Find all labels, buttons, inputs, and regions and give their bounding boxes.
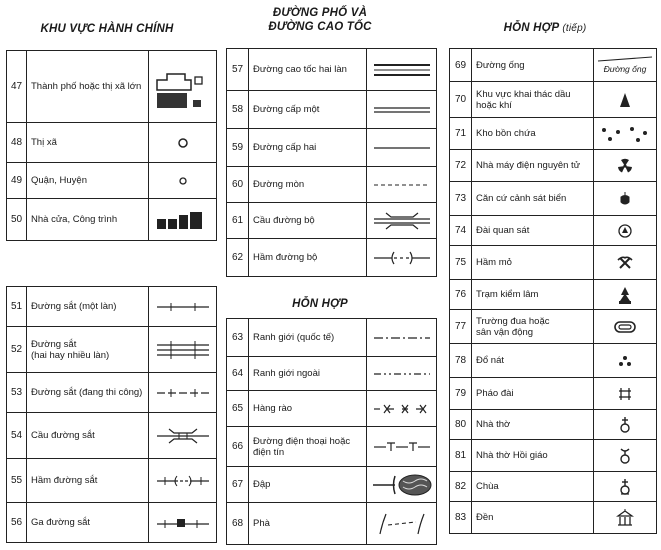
oil-gas-field-icon	[594, 82, 657, 118]
row-label: Chùa	[472, 472, 594, 502]
row-label: Đường cao tốc hai làn	[249, 49, 367, 91]
row-number: 62	[227, 239, 249, 277]
ruins-icon	[594, 344, 657, 378]
row-number: 59	[227, 129, 249, 167]
row-label: Đường sắt (một làn)	[27, 287, 149, 327]
ranger-station-icon	[594, 280, 657, 310]
legend-row	[450, 502, 657, 534]
row-label: Quận, Huyện	[27, 163, 149, 199]
mixed-cont-table	[449, 48, 657, 534]
pipeline-icon	[594, 49, 657, 82]
row-number: 55	[7, 459, 27, 503]
fort-icon	[594, 378, 657, 410]
road-class-one-icon	[367, 91, 437, 129]
row-label: Thị xã	[27, 123, 149, 163]
row-label: Đường cấp hai	[249, 129, 367, 167]
mixed-table	[226, 318, 437, 545]
row-number: 68	[227, 503, 249, 545]
mine-icon	[594, 246, 657, 280]
administrative-table	[6, 50, 217, 241]
row-label: Thành phố hoặc thị xã lớn	[27, 51, 149, 123]
buildings-icon	[149, 199, 217, 241]
row-number: 73	[450, 182, 472, 216]
railway-tunnel-icon	[149, 459, 217, 503]
town-circle-icon	[149, 123, 217, 163]
row-number: 77	[450, 310, 472, 344]
legend-row	[227, 391, 437, 427]
heading-mixed-cont-main: HỖN HỢP	[503, 22, 559, 34]
legend-row	[227, 129, 437, 167]
ferry-icon	[367, 503, 437, 545]
road-bridge-icon	[367, 203, 437, 239]
legend-row	[450, 82, 657, 118]
row-label: Đường sắt (đang thi công)	[27, 373, 149, 413]
outer-boundary-icon	[367, 357, 437, 391]
row-number: 72	[450, 150, 472, 182]
international-boundary-icon	[367, 319, 437, 357]
row-label: Cầu đường sắt	[27, 413, 149, 459]
row-label: Đập	[249, 467, 367, 503]
row-number: 51	[7, 287, 27, 327]
row-label: Cầu đường bộ	[249, 203, 367, 239]
row-number: 71	[450, 118, 472, 150]
railway-bridge-icon	[149, 413, 217, 459]
row-number: 75	[450, 246, 472, 280]
row-label: Ga đường sắt	[27, 503, 149, 543]
fence-icon	[367, 391, 437, 427]
row-label: Đài quan sát	[472, 216, 594, 246]
legend-row	[227, 239, 437, 277]
row-number: 52	[7, 327, 27, 373]
legend-row	[227, 467, 437, 503]
roads-table	[226, 48, 437, 277]
legend-row	[450, 182, 657, 216]
church-icon	[594, 410, 657, 440]
row-label: Đền	[472, 502, 594, 534]
row-label: Khu vực khai thác dầu hoặc khí	[472, 82, 594, 118]
row-label: Ranh giới (quốc tế)	[249, 319, 367, 357]
legend-row	[450, 344, 657, 378]
city-large-icon	[149, 51, 217, 123]
row-label: Đường mòn	[249, 167, 367, 203]
row-label: Phà	[249, 503, 367, 545]
legend-row	[227, 203, 437, 239]
row-label: Nhà cửa, Công trình	[27, 199, 149, 241]
row-label: Hầm mỏ	[472, 246, 594, 280]
legend-row	[227, 427, 437, 467]
legend-row	[450, 310, 657, 344]
row-number: 57	[227, 49, 249, 91]
railway-multi-icon	[149, 327, 217, 373]
row-label: Đường sắt (hai hay nhiều làn)	[27, 327, 149, 373]
row-number: 81	[450, 440, 472, 472]
row-number: 64	[227, 357, 249, 391]
row-number: 53	[7, 373, 27, 413]
heading-administrative: KHU VỰC HÀNH CHÍNH	[40, 23, 174, 35]
heading-mixed: HỖN HỢP	[292, 298, 348, 310]
railway-construction-icon	[149, 373, 217, 413]
heading-roads	[240, 6, 400, 34]
row-number: 76	[450, 280, 472, 310]
row-label: Kho bồn chứa	[472, 118, 594, 150]
railway-station-icon	[149, 503, 217, 543]
row-number: 66	[227, 427, 249, 467]
legend-row	[450, 280, 657, 310]
coast-guard-icon	[594, 182, 657, 216]
telephone-line-icon	[367, 427, 437, 467]
legend-row	[7, 459, 217, 503]
row-label: Nhà máy điện nguyên tử	[472, 150, 594, 182]
row-label: Căn cứ cảnh sát biển	[472, 182, 594, 216]
district-circle-icon	[149, 163, 217, 199]
legend-row	[7, 123, 217, 163]
row-label: Ranh giới ngoài	[249, 357, 367, 391]
row-number: 70	[450, 82, 472, 118]
row-number: 47	[7, 51, 27, 123]
legend-row	[227, 357, 437, 391]
railways-table	[6, 286, 217, 543]
row-label: Nhà thờ	[472, 410, 594, 440]
row-number: 61	[227, 203, 249, 239]
legend-row	[450, 49, 657, 82]
mosque-icon	[594, 440, 657, 472]
row-number: 48	[7, 123, 27, 163]
legend-row	[7, 287, 217, 327]
storage-tanks-icon	[594, 118, 657, 150]
row-number: 69	[450, 49, 472, 82]
legend-row	[450, 150, 657, 182]
legend-row	[7, 413, 217, 459]
row-label: Đường cấp một	[249, 91, 367, 129]
legend-row	[450, 440, 657, 472]
row-label: Đường ống	[472, 49, 594, 82]
row-number: 49	[7, 163, 27, 199]
row-number: 63	[227, 319, 249, 357]
row-number: 80	[450, 410, 472, 440]
dam-icon	[367, 467, 437, 503]
pipeline-note: Đường ống	[603, 64, 647, 74]
row-label: Trạm kiểm lâm	[472, 280, 594, 310]
row-number: 67	[227, 467, 249, 503]
row-number: 65	[227, 391, 249, 427]
legend-row	[227, 319, 437, 357]
pagoda-icon	[594, 472, 657, 502]
row-number: 82	[450, 472, 472, 502]
row-number: 58	[227, 91, 249, 129]
legend-row	[450, 378, 657, 410]
heading-mixed-cont-suffix: (tiếp)	[562, 23, 587, 34]
legend-row	[7, 199, 217, 241]
legend-row	[7, 373, 217, 413]
row-label: Pháo đài	[472, 378, 594, 410]
heading-mixed-cont	[470, 21, 620, 36]
legend-row	[227, 91, 437, 129]
row-number: 74	[450, 216, 472, 246]
nuclear-plant-icon	[594, 150, 657, 182]
row-number: 60	[227, 167, 249, 203]
heading-roads-line2: ĐƯỜNG CAO TỐC	[268, 21, 372, 33]
row-label: Trường đua hoặc sân vận động	[472, 310, 594, 344]
row-label: Đường điện thoại hoặc điện tín	[249, 427, 367, 467]
trail-icon	[367, 167, 437, 203]
temple-icon	[594, 502, 657, 534]
row-label: Hầm đường sắt	[27, 459, 149, 503]
legend-row	[450, 118, 657, 150]
legend-row	[450, 472, 657, 502]
railway-single-icon	[149, 287, 217, 327]
row-label: Nhà thờ Hồi giáo	[472, 440, 594, 472]
legend-row	[450, 410, 657, 440]
row-label: Đổ nát	[472, 344, 594, 378]
row-number: 50	[7, 199, 27, 241]
legend-row	[7, 503, 217, 543]
row-number: 56	[7, 503, 27, 543]
legend-row	[7, 51, 217, 123]
legend-row	[7, 327, 217, 373]
legend-row	[450, 246, 657, 280]
legend-row	[227, 167, 437, 203]
legend-row	[227, 49, 437, 91]
legend-row	[7, 163, 217, 199]
legend-row	[450, 216, 657, 246]
row-number: 54	[7, 413, 27, 459]
row-number: 79	[450, 378, 472, 410]
stadium-icon	[594, 310, 657, 344]
row-label: Hàng rào	[249, 391, 367, 427]
heading-roads-line1: ĐƯỜNG PHỐ VÀ	[272, 7, 368, 19]
highway-two-lane-icon	[367, 49, 437, 91]
row-label: Hầm đường bộ	[249, 239, 367, 277]
road-tunnel-icon	[367, 239, 437, 277]
observatory-icon	[594, 216, 657, 246]
road-class-two-icon	[367, 129, 437, 167]
row-number: 78	[450, 344, 472, 378]
row-number: 83	[450, 502, 472, 534]
legend-row	[227, 503, 437, 545]
